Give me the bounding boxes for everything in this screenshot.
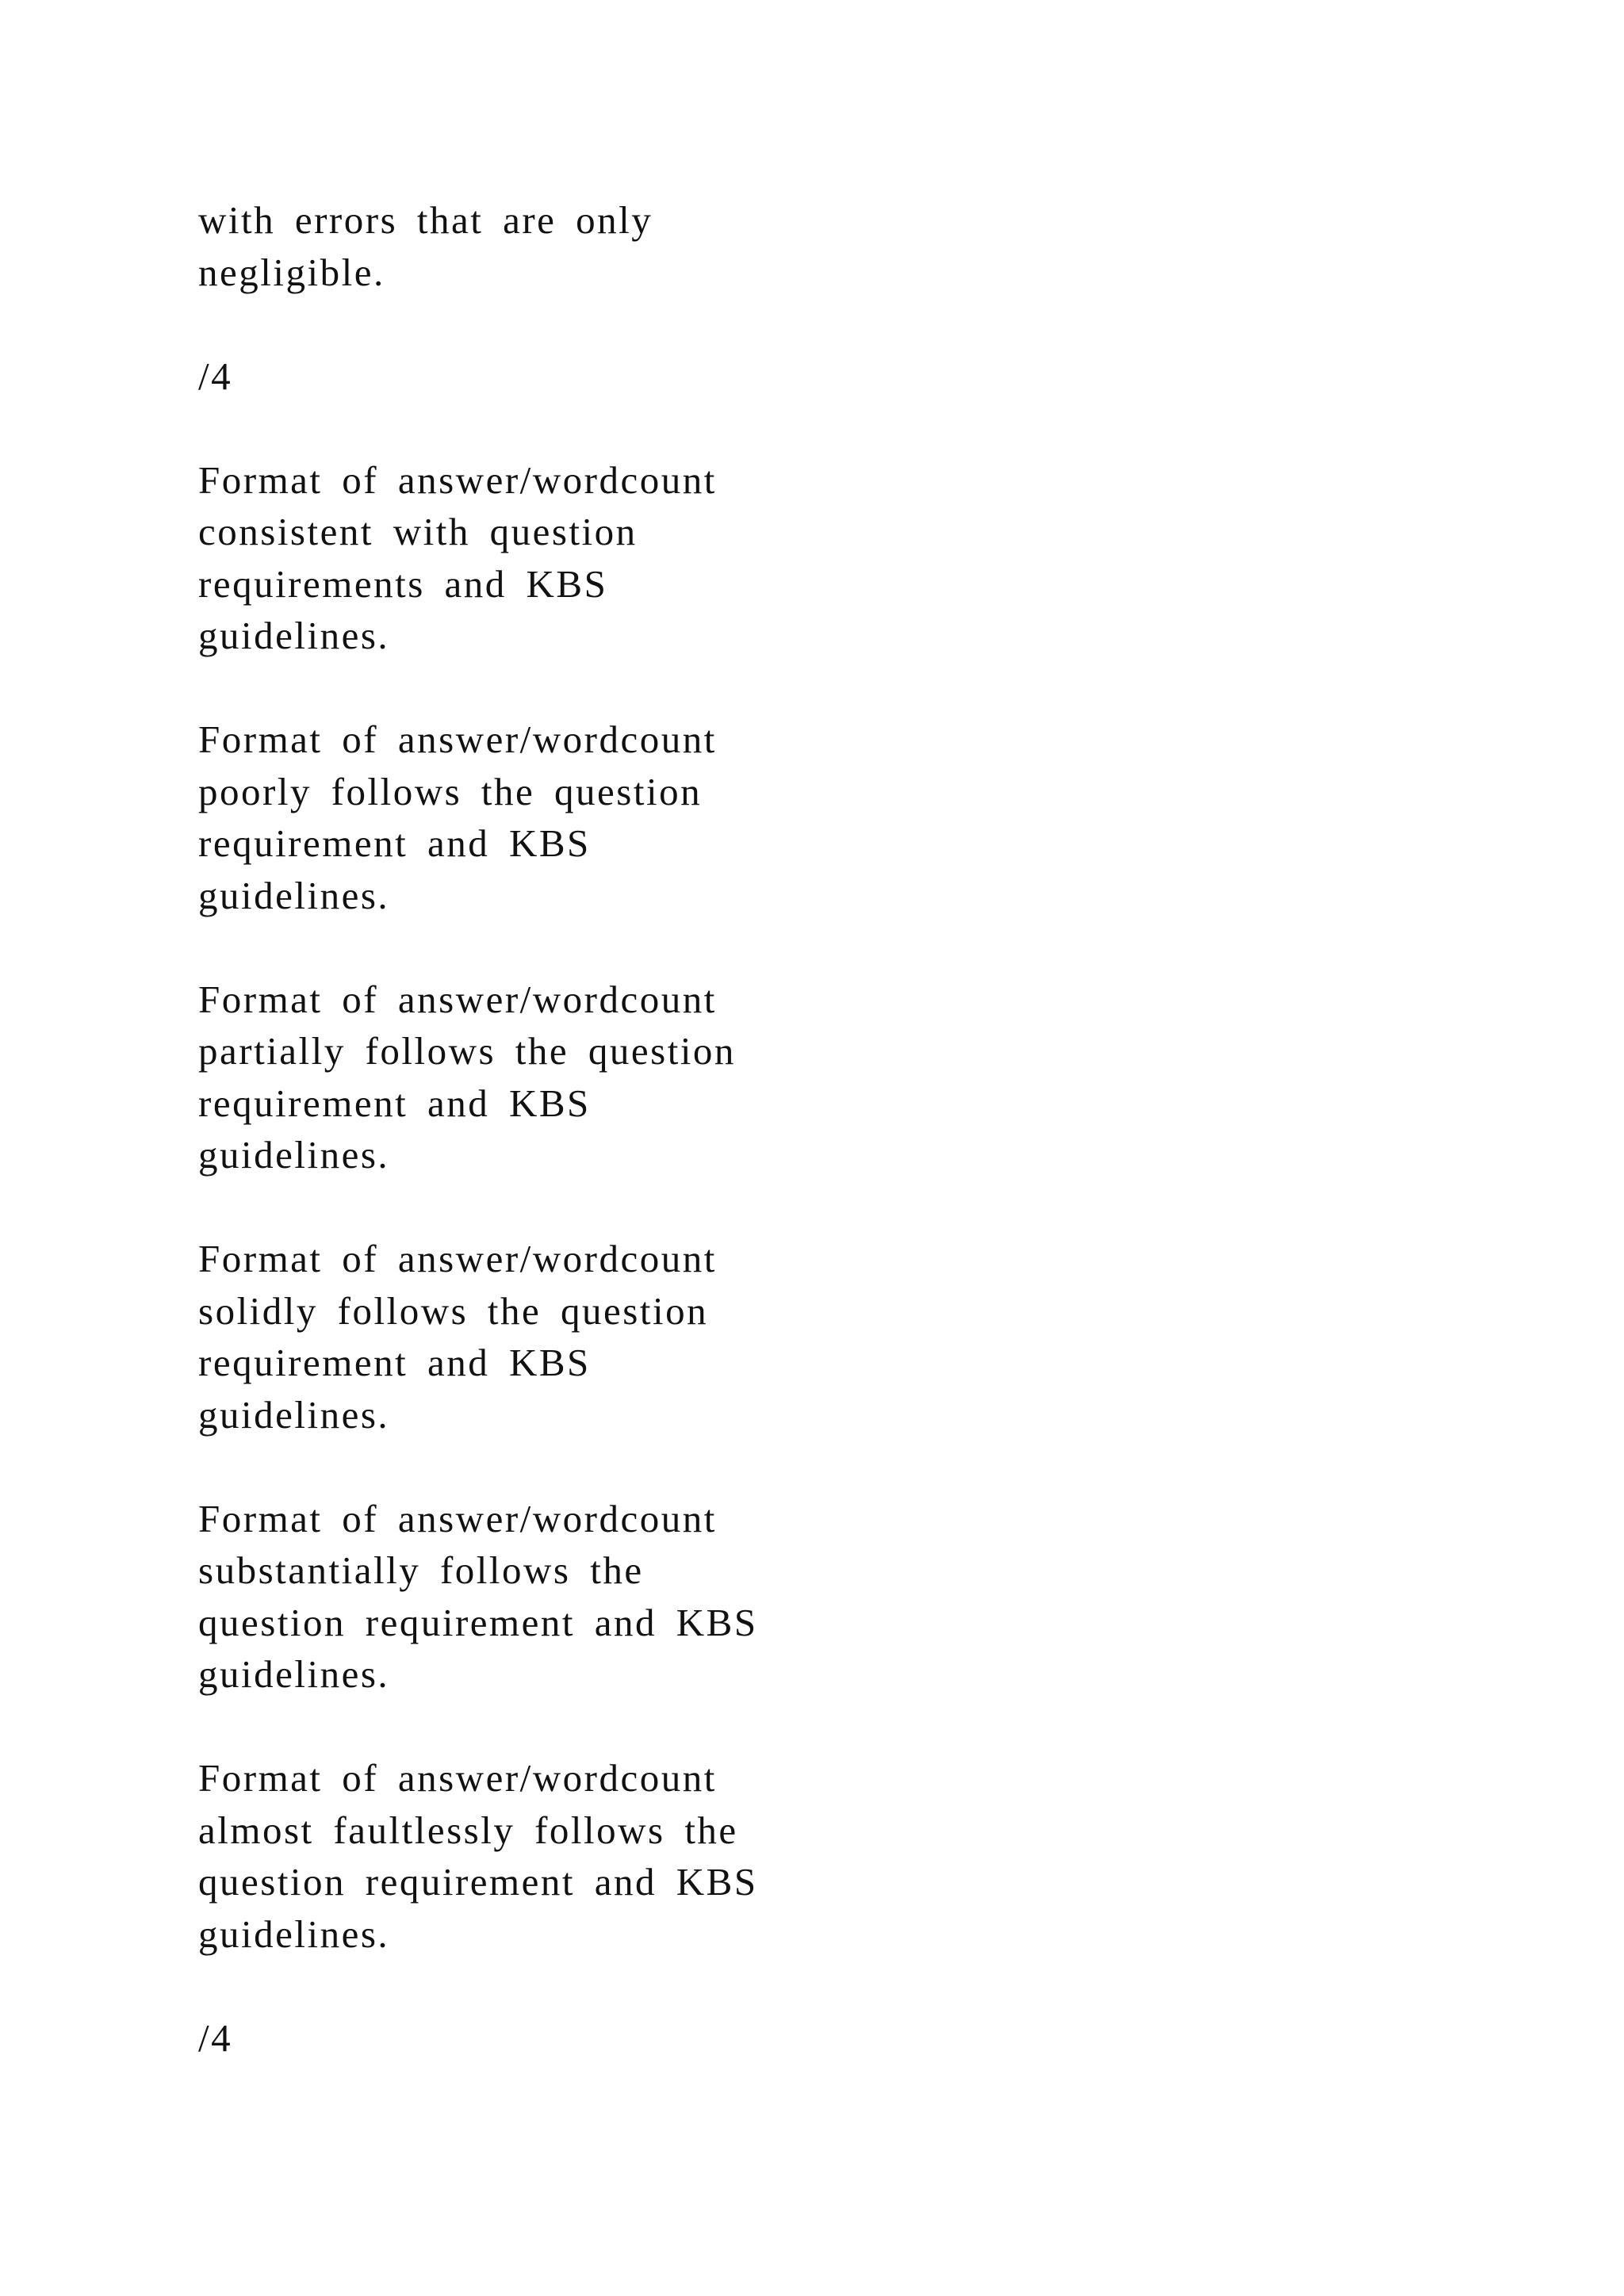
text-line: guidelines.: [198, 1652, 390, 1696]
text-line: question requirement and KBS: [198, 1860, 758, 1904]
text-line: Format of answer/wordcount: [198, 718, 717, 761]
criterion-paragraph: [198, 454, 880, 662]
text-line: guidelines.: [198, 873, 390, 917]
text-line: requirement and KBS: [198, 821, 591, 865]
text-line: consistent with question: [198, 510, 638, 553]
text-line: negligible.: [198, 250, 385, 294]
text-line: almost faultlessly follows the: [198, 1808, 738, 1852]
text-line: requirement and KBS: [198, 1341, 591, 1384]
score-marker: [198, 350, 880, 403]
text-line: question requirement and KBS: [198, 1600, 758, 1644]
text-paragraph: [198, 194, 880, 298]
criterion-paragraph: [198, 1752, 880, 1960]
text-line: /4: [198, 2015, 233, 2060]
score-marker: [198, 2012, 880, 2064]
text-line: guidelines.: [198, 1133, 390, 1177]
text-line: Format of answer/wordcount: [198, 977, 717, 1021]
text-line: solidly follows the question: [198, 1288, 709, 1333]
text-line: requirements and KBS: [198, 561, 608, 606]
text-line: Format of answer/wordcount: [198, 457, 717, 502]
text-line: partially follows the question: [198, 1029, 736, 1073]
text-line: guidelines.: [198, 1392, 390, 1437]
criterion-paragraph: [198, 1233, 880, 1441]
text-line: guidelines.: [198, 1911, 390, 1956]
text-line: with errors that are only: [198, 198, 653, 242]
text-line: poorly follows the question: [198, 769, 703, 813]
criterion-paragraph: [198, 974, 880, 1181]
text-line: Format of answer/wordcount: [198, 1756, 717, 1800]
criterion-paragraph: [198, 714, 880, 921]
text-line: Format of answer/wordcount: [198, 1237, 717, 1280]
criterion-paragraph: [198, 1493, 880, 1701]
text-line: /4: [198, 354, 233, 398]
text-line: Format of answer/wordcount: [198, 1496, 717, 1540]
text-line: substantially follows the: [198, 1548, 644, 1592]
text-line: guidelines.: [198, 614, 390, 657]
text-line: requirement and KBS: [198, 1081, 591, 1125]
document-text-column: [198, 194, 880, 2116]
